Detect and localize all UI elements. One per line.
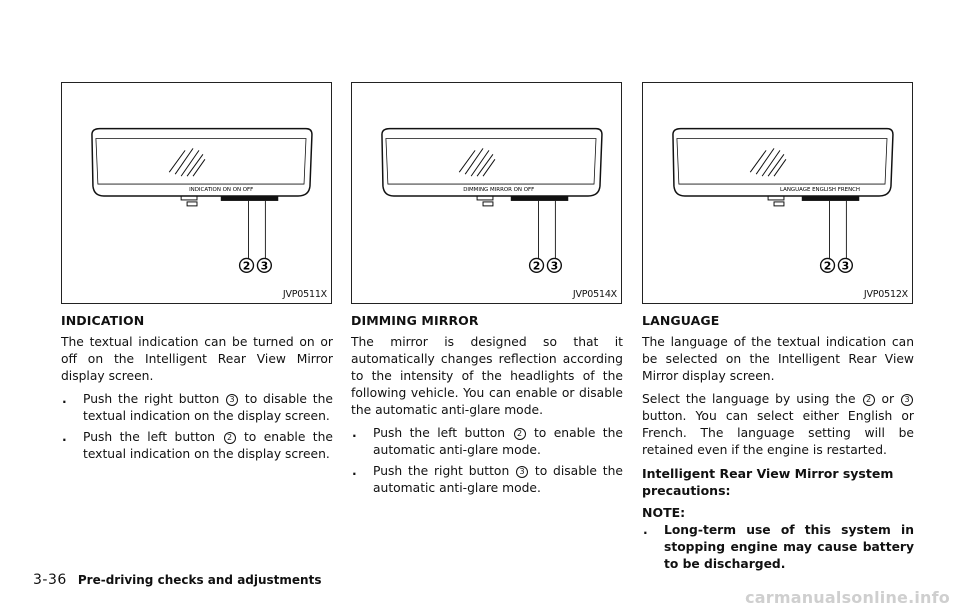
precautions-heading: Intelligent Rear View Mirror system precautions: <box>642 466 894 498</box>
section-heading: DIMMING MIRROR <box>351 313 479 328</box>
list-item <box>61 429 333 463</box>
list-item <box>351 425 623 459</box>
section-heading: INDICATION <box>61 313 145 328</box>
button-2-icon: 2 <box>514 428 526 440</box>
page-footer <box>33 569 321 588</box>
list-item <box>351 463 623 497</box>
button-3-icon: 3 <box>226 394 238 406</box>
button-3-icon: 3 <box>516 466 528 478</box>
display-text: INDICATION ON ON OFF <box>189 187 254 194</box>
figure-indication <box>61 82 332 304</box>
mirror-illustration <box>62 83 331 303</box>
figure-id: JVP0514X <box>572 289 617 300</box>
bullet-marker: . <box>352 464 357 478</box>
list-item <box>642 522 914 573</box>
paragraph: The mirror is designed so that it automatically changes reflection according to the intensity of the headlights of the following vehicle. You can enable or disable the automatic anti-glare mode. <box>351 335 623 417</box>
bullet-marker: . <box>352 426 357 440</box>
callout-2: 2 <box>532 259 541 273</box>
column-indication <box>61 313 333 467</box>
paragraph: The textual indication can be turned on or off on the Intelligent Rear View Mirror display screen. <box>61 335 333 383</box>
bullet-marker: . <box>62 392 67 406</box>
bullet-text: Push the left button <box>373 426 506 440</box>
button-2-icon: 2 <box>863 394 875 406</box>
bullet-marker: . <box>643 523 648 537</box>
para-text: or <box>881 392 895 406</box>
bullet-text: Push the right button <box>83 392 220 406</box>
bullet-text: Push the left button <box>83 430 216 444</box>
bullet-text: to disable the textual indication on the display screen. <box>83 392 333 423</box>
column-language <box>642 313 914 577</box>
para-text: button. You can select either English or French. The language setting will be retained even if the engine is restarted. <box>642 409 914 457</box>
note-text: Long-term use of this system in stopping engine may cause battery to be discharged. <box>664 523 914 571</box>
bullet-marker: . <box>62 430 67 444</box>
figure-language <box>642 82 913 304</box>
button-3-icon: 3 <box>901 394 913 406</box>
column-dimming-mirror <box>351 313 623 501</box>
button-2-icon: 2 <box>224 432 236 444</box>
bullet-text: to disable the automatic anti-glare mode. <box>373 464 623 495</box>
para-text: Select the language by using the <box>642 392 856 406</box>
section-heading: LANGUAGE <box>642 313 720 328</box>
bullet-text: Push the right button <box>373 464 510 478</box>
figure-id: JVP0511X <box>282 289 327 300</box>
callout-2: 2 <box>242 259 251 273</box>
mirror-illustration <box>352 83 621 303</box>
bullet-text: to enable the automatic anti-glare mode. <box>373 426 623 457</box>
figure-id: JVP0512X <box>863 289 908 300</box>
callout-3: 3 <box>550 259 559 273</box>
paragraph: The language of the textual indication can be selected on the Intelligent Rear View Mirror display screen. <box>642 335 914 383</box>
callout-2: 2 <box>823 259 832 273</box>
page-number: 3-36 <box>33 572 67 588</box>
note-label: NOTE: <box>642 505 686 520</box>
bullet-text: to enable the textual indication on the display screen. <box>83 430 333 461</box>
callout-3: 3 <box>260 259 269 273</box>
callout-3: 3 <box>841 259 850 273</box>
list-item <box>61 391 333 425</box>
chapter-title: Pre-driving checks and adjustments <box>77 573 322 587</box>
display-text: DIMMING MIRROR ON OFF <box>463 187 535 194</box>
watermark: carmanualsonline.info <box>745 588 950 607</box>
paragraph <box>642 391 914 459</box>
figure-dimming-mirror <box>351 82 622 304</box>
display-text: LANGUAGE ENGLISH FRENCH <box>779 187 861 194</box>
mirror-illustration <box>643 83 912 303</box>
